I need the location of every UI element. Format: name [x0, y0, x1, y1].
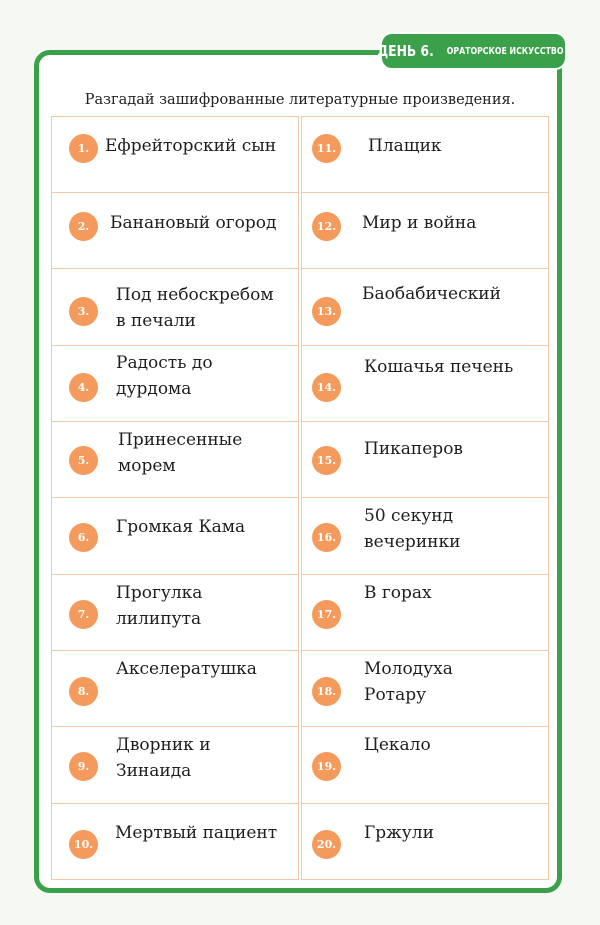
puzzle-cell: [301, 116, 549, 194]
item-text: 50 секунд вечеринки: [364, 506, 461, 552]
puzzle-cell: [51, 574, 299, 652]
instruction-text: Разгадай зашифрованные литературные произведения.: [84, 92, 516, 108]
item-text: Мир и война: [362, 213, 477, 233]
subject-label: ОРАТОРСКОЕ ИСКУССТВО: [446, 45, 564, 57]
puzzle-grid: [51, 116, 549, 880]
item-text: Радость до дурдома: [116, 353, 213, 399]
puzzle-cell: [301, 803, 549, 880]
item-number-badge: 13.: [312, 297, 341, 326]
item-number-badge: 2.: [69, 212, 98, 241]
puzzle-cell: [301, 650, 549, 728]
day-badge: [377, 32, 567, 70]
item-text: Пикаперов: [364, 439, 463, 459]
item-number-badge: 8.: [69, 677, 98, 706]
puzzle-cell: [51, 421, 299, 499]
item-number-badge: 10.: [69, 830, 98, 859]
puzzle-cell: [301, 497, 549, 575]
puzzle-cell: [51, 116, 299, 194]
puzzle-cell: [51, 803, 299, 880]
item-number-badge: 6.: [69, 523, 98, 552]
puzzle-cell: [301, 574, 549, 652]
day-label: ДЕНЬ 6.: [377, 42, 434, 60]
item-number-badge: 15.: [312, 446, 341, 475]
puzzle-cell: [301, 726, 549, 804]
item-number-badge: 18.: [312, 677, 341, 706]
item-text: Ефрейторский сын: [105, 136, 277, 156]
item-number-badge: 1.: [69, 134, 98, 163]
puzzle-cell: [51, 192, 299, 270]
item-text: В горах: [364, 583, 432, 603]
item-number-badge: 19.: [312, 752, 341, 781]
puzzle-cell: [301, 421, 549, 499]
puzzle-cell: [51, 650, 299, 728]
item-text: Мертвый пациент: [115, 823, 278, 843]
puzzle-cell: [301, 345, 549, 423]
item-text: Молодуха Ротару: [364, 659, 453, 705]
item-number-badge: 3.: [69, 297, 98, 326]
puzzle-cell: [301, 268, 549, 346]
item-number-badge: 9.: [69, 752, 98, 781]
item-text: Прогулка лилипута: [116, 583, 203, 629]
puzzle-cell: [51, 345, 299, 423]
item-text: Акселератушка: [116, 659, 257, 679]
puzzle-cell: [51, 497, 299, 575]
item-number-badge: 5.: [69, 446, 98, 475]
item-number-badge: 7.: [69, 600, 98, 629]
item-number-badge: 12.: [312, 212, 341, 241]
item-text: Цекало: [364, 735, 431, 755]
item-text: Гржули: [364, 823, 434, 843]
item-number-badge: 4.: [69, 373, 98, 402]
puzzle-cell: [301, 192, 549, 270]
item-number-badge: 20.: [312, 830, 341, 859]
item-number-badge: 11.: [312, 134, 341, 163]
item-text: Плащик: [368, 136, 442, 156]
item-text: Принесенные морем: [118, 430, 243, 476]
puzzle-cell: [51, 268, 299, 346]
item-text: Громкая Кама: [116, 517, 246, 537]
item-number-badge: 14.: [312, 373, 341, 402]
item-number-badge: 17.: [312, 600, 341, 629]
item-text: Дворник и Зинаида: [116, 735, 211, 781]
puzzle-cell: [51, 726, 299, 804]
item-text: Банановый огород: [110, 213, 277, 233]
item-number-badge: 16.: [312, 523, 341, 552]
item-text: Под небоскребом в печали: [116, 285, 274, 331]
item-text: Кошачья печень: [364, 357, 514, 377]
item-text: Баобабический: [362, 284, 501, 304]
